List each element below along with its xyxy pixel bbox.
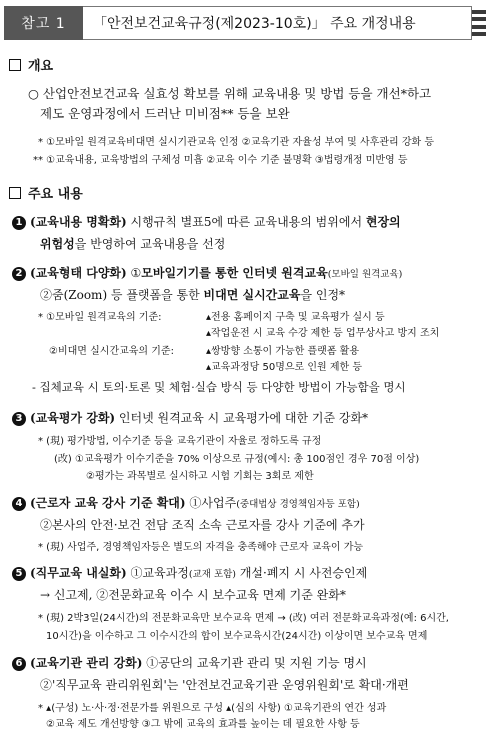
item-5-note-1: * (現) 2박3일(24시간)의 전문화교육만 보수교육 면제 → (改) 여러 전문화교육과정(예: 6시간, bbox=[38, 613, 449, 624]
item-1-line-2: 위험성을 반영하여 교육내용을 선정 bbox=[40, 237, 226, 251]
item-5-note-2: 10시간)을 이수하고 그 이수시간의 합이 보수교육시간(24시간) 이상이면 보수교육 면제 bbox=[46, 631, 428, 642]
item-5-line-2: → 신고제, ②전문화교육 이수 시 보수교육 면제 기준 완화* bbox=[40, 588, 346, 602]
section-heading-main: 주요 내용 bbox=[9, 183, 83, 202]
item-number-badge: 1 bbox=[12, 216, 26, 230]
item-6-note-1: * ▴(구성) 노·사·정·전문가를 위원으로 구성 ▴(심의 사항) ①교육기관의 연간 성과 bbox=[38, 703, 387, 714]
item-2-note-1-criterion-a: ▴전용 홈페이지 구축 및 교육평가 실시 등 bbox=[206, 312, 385, 323]
item-5-line-1: 5 (직무교육 내실화) ①교육과정(교재 포함) 개설·폐지 시 사전승인제 bbox=[12, 564, 367, 581]
item-2-dash-line: - 집체교육 시 토의·토론 및 체험·실습 방식 등 다양한 방법이 가능함을 명시 bbox=[32, 380, 406, 394]
item-4-line-1: 4 (근로자 교육 강사 기준 확대) ①사업주(중대법상 경영책임자등 포함) bbox=[12, 494, 360, 511]
item-2-note-2-label: ②비대면 실시간교육의 기준: bbox=[49, 346, 174, 357]
item-2-line-1: 2 (교육형태 다양화) ①모바일기기를 통한 인터넷 원격교육(모바일 원격교육) bbox=[12, 264, 402, 281]
document-title: 「안전보건교육규정(제2023-10호)」 주요 개정내용 bbox=[83, 6, 472, 40]
item-number-badge: 4 bbox=[12, 497, 26, 511]
item-4-line-2: ②본사의 안전·보건 전담 조직 소속 근로자를 강사 기준에 추가 bbox=[40, 518, 365, 532]
item-6-line-2: ②'직무교육 관리위원회'는 '안전보건교육기관 운영위원회'로 확대·개편 bbox=[40, 678, 409, 692]
item-3-note-3: ②평가는 과목별로 실시하고 시험 기회는 3회로 제한 bbox=[86, 471, 314, 482]
item-4-note-1: * (現) 사업주, 경영책임자등은 별도의 자격을 충족해야 근로자 교육이 가능 bbox=[38, 542, 364, 553]
item-3-line-1: 3 (교육평가 강화) 인터넷 원격교육 시 교육평가에 대한 기준 강화* bbox=[12, 409, 368, 426]
item-2-line-2: ②줌(Zoom) 등 플랫폼을 통한 비대면 실시간교육을 인정* bbox=[40, 288, 346, 302]
item-number-badge: 2 bbox=[12, 267, 26, 281]
item-6-note-2: ②교육 제도 개선방향 ③그 밖에 교육의 효과를 높이는 데 필요한 사항 등 bbox=[46, 719, 360, 730]
item-2-note-2-criterion-b: ▴교육과정당 50명으로 인원 제한 등 bbox=[206, 362, 363, 373]
square-bullet-icon bbox=[9, 187, 21, 199]
overview-footnote-2: ** ①교육내용, 교육방법의 구체성 미흡 ②교육 이수 기준 불명확 ③법령개정 미반영 등 bbox=[33, 155, 408, 166]
item-3-note-1: * (現) 평가방법, 이수기준 등을 교육기관이 자율로 정하도록 규정 bbox=[38, 436, 322, 447]
item-number-badge: 6 bbox=[12, 657, 26, 671]
header-decoration-bars bbox=[472, 6, 486, 40]
item-number-badge: 3 bbox=[12, 412, 26, 426]
item-3-note-2: (改) ①교육평가 이수기준을 70% 이상으로 규정(예시: 총 100점인 경우 70점 이상) bbox=[54, 454, 420, 465]
overview-line-1: ○ 산업안전보건교육 실효성 확보를 위해 교육내용 및 방법 등을 개선*하고 bbox=[28, 86, 432, 101]
square-bullet-icon bbox=[9, 59, 21, 71]
section-heading-overview: 개요 bbox=[9, 55, 53, 74]
overview-line-2: 제도 운영과정에서 드러난 미비점** 등을 보완 bbox=[40, 106, 290, 121]
item-number-badge: 5 bbox=[12, 567, 26, 581]
overview-footnote-1: * ①모바일 원격교육비대면 실시기관교육 인정 ②교육기관 자율성 부여 및 사후관리 강화 등 bbox=[38, 137, 434, 148]
item-2-note-1-label: * ①모바일 원격교육의 기준: bbox=[38, 312, 162, 323]
item-6-line-1: 6 (교육기관 관리 강화) ①공단의 교육기관 관리 및 지원 기능 명시 bbox=[12, 654, 367, 671]
item-1-line-1: 1 (교육내용 명확화) 시행규칙 별표5에 따른 교육내용의 범위에서 현장의 bbox=[12, 213, 401, 230]
item-2-note-1-criterion-b: ▴작업운전 시 교육 수강 제한 등 업무상사고 방지 조치 bbox=[206, 328, 440, 339]
reference-tag: 참고 1 bbox=[4, 6, 83, 40]
document-header bbox=[4, 6, 486, 40]
item-2-note-2-criterion-a: ▴쌍방향 소통이 가능한 플랫폼 활용 bbox=[206, 346, 359, 357]
